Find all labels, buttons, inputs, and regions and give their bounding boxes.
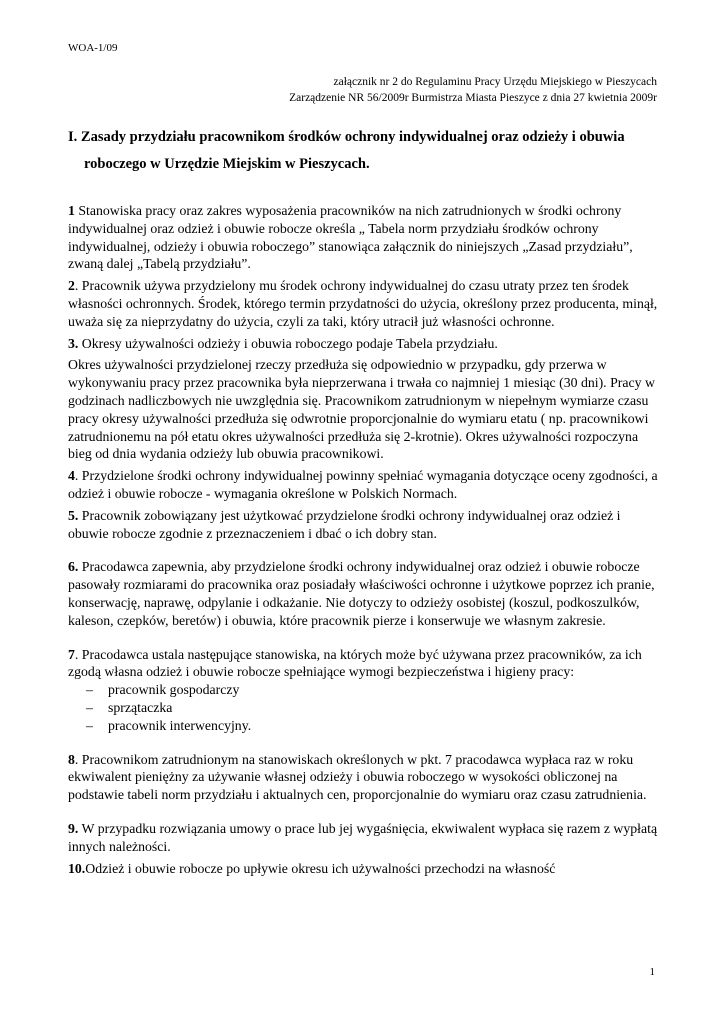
- paragraph-6: [68, 558, 660, 629]
- paragraph-text: . Przydzielone środki ochrony indywidualnej powinny spełniać wymagania dotyczące oceny zgodności, a odzież i obuwie robocze - wymagania określone w Polskich Normach.: [68, 468, 658, 501]
- title-line-1: I. Zasady przydziału pracownikom środków ochrony indywidualnej oraz odzieży i obuwia: [68, 129, 625, 145]
- paragraph-number: 5.: [68, 507, 79, 523]
- paragraph-text: . Pracownik używa przydzielony mu środek ochrony indywidualnej do czasu utraty przez ten środek własności ochronnych. Środek, którego termin przydatności do użycia, określony przez producenta, minął, uważa się za nieprzydatny do użycia, czyli za taki, który utracił już własności ochronne.: [68, 278, 658, 329]
- list-item: – sprzątaczka: [86, 699, 660, 717]
- paragraph-3-continued: Okres używalności przydzielonej rzeczy przedłuża się odpowiednio w przypadku, gdy przerwa w wykonywaniu pracy przez pracownika była nieprzerwana i trwała co najmniej 1 miesiąc (30 dni). Pracy w godzinach nadliczbowych nie uwzględnia się. Pracownikom zatrudnionym w niepełnym wymiarze czasu pracy okresy używalności przedłuża się odwrotnie proporcjonalnie do wymiaru etatu ( np. pracownikowi zatrudnionemu na pół etatu okres używalności przedłuża się 2-krotnie). Okres używalności rozpoczyna bieg od dnia wydania odzieży lub obuwia pracownikowi.: [68, 357, 655, 462]
- paragraph-2: [68, 277, 660, 330]
- attachment-line-1: załącznik nr 2 do Regulaminu Pracy Urzędu Miejskiego w Pieszycach: [333, 76, 657, 88]
- document-reference: WOA-1/09: [68, 42, 118, 54]
- title-line-2: roboczego w Urzędzie Miejskim w Pieszycach.: [84, 156, 370, 172]
- document-title: [68, 124, 668, 178]
- paragraph-text: Okresy używalności odzieży i obuwia roboczego podaje Tabela przydziału.: [78, 335, 498, 351]
- paragraph-4: [68, 467, 660, 503]
- attachment-line-2: Zarządzenie NR 56/2009r Burmistrza Miasta Pieszyce z dnia 27 kwietnia 2009r: [289, 92, 657, 104]
- attachment-note: [97, 74, 657, 106]
- paragraph-text: . Pracodawca ustala następujące stanowiska, na których może być używana przez pracowników, za ich zgodą własna odzież i obuwie robocze spełniające wymogi bezpieczeństwa i higieny pracy:: [68, 646, 642, 680]
- paragraph-7: [68, 646, 660, 682]
- paragraph-5: [68, 507, 660, 543]
- paragraph-8: [68, 751, 660, 804]
- paragraph-3: [68, 335, 660, 353]
- paragraph-number: 3.: [68, 335, 79, 351]
- paragraph-text: Odzież i obuwie robocze po upływie okresu ich używalności przechodzi na własność: [85, 860, 556, 876]
- paragraph-text: Pracownik zobowiązany jest użytkować przydzielone środki ochrony indywidualnej oraz odzież i obuwie robocze zgodnie z przeznaczeniem i dbać o ich dobry stan.: [68, 507, 621, 541]
- paragraph-text: Stanowiska pracy oraz zakres wyposażenia pracowników na nich zatrudnionych w środki ochrony indywidualnej oraz odzież i obuwie robocze określa „ Tabela norm przydziału środków ochrony indywidualnej, odzieży i obuwia roboczego” stanowiąca załącznik do niniejszych „Zasad przydziału”, zwaną dalej „Tabelą przydziału”.: [68, 203, 633, 272]
- paragraph-number: 9.: [68, 820, 79, 836]
- paragraph-number: 10.: [68, 860, 86, 876]
- paragraph-9: [68, 820, 660, 856]
- positions-list: [68, 681, 660, 734]
- list-item: – pracownik interwencyjny.: [86, 717, 660, 735]
- paragraph-number: 1: [68, 203, 75, 218]
- paragraph-1: [68, 202, 660, 273]
- paragraph-number: 8: [68, 751, 75, 767]
- paragraph-number: 2: [68, 278, 75, 294]
- paragraph-number: 6.: [68, 559, 79, 575]
- paragraph-10: [68, 860, 660, 878]
- paragraph-number: 4: [68, 468, 75, 484]
- document-body: [68, 202, 660, 881]
- page-number: 1: [649, 966, 655, 978]
- paragraph-text: Pracodawca zapewnia, aby przydzielone środki ochrony indywidualnej oraz odzież i obuwie robocze pasowały rozmiarami do pracownika oraz posiadały właściwości ochronne i użytkowe poprzez ich pranie, konserwację, naprawę, odpylanie i odkażanie. Nie dotyczy to odzieży osobistej (koszul, podkoszulków, kaleson, czepków, beretów) i obuwia, które pracownik pierze i konserwuje we własnym zakresie.: [68, 559, 655, 628]
- paragraph-text: . Pracownikom zatrudnionym na stanowiskach określonych w pkt. 7 pracodawca wypłaca raz w roku ekwiwalent pieniężny za używanie własnej odzieży i obuwia roboczego w wysokości obliczonej na podstawie tabeli norm przydziału i aktualnych cen, proporcjonalnie do wymiaru oraz czasu zatrudnienia.: [68, 751, 647, 803]
- paragraph-text: W przypadku rozwiązania umowy o prace lub jej wygaśnięcia, ekwiwalent wypłaca się razem z wypłatą innych należności.: [68, 820, 658, 854]
- list-item: – pracownik gospodarczy: [86, 681, 660, 699]
- paragraph-number: 7: [68, 646, 75, 662]
